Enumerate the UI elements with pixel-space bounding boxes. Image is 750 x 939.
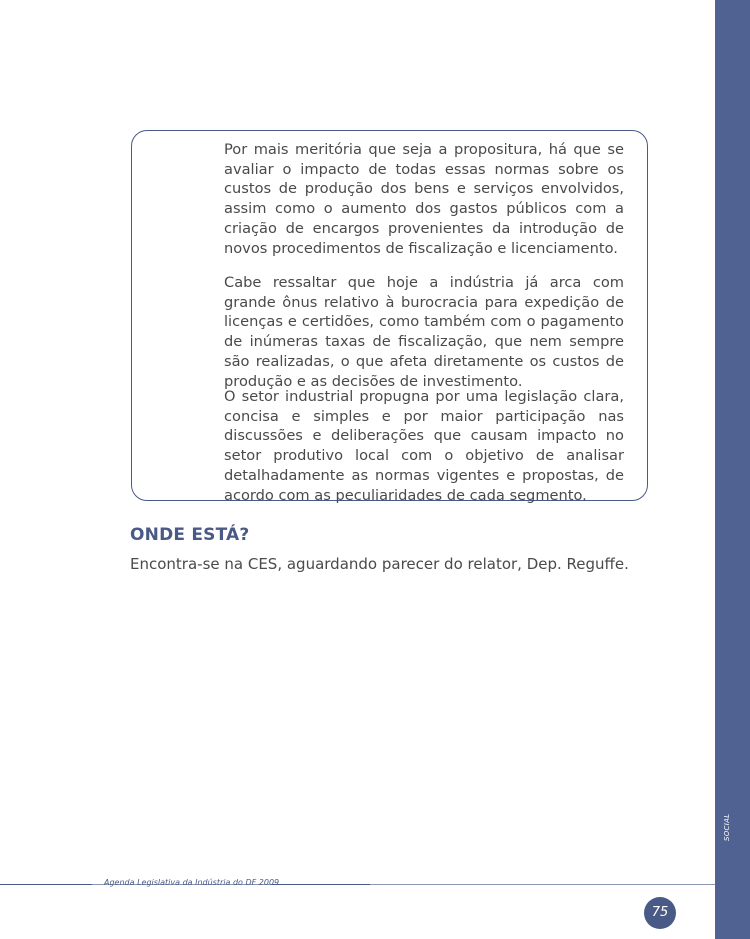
box-paragraph-1: Por mais meritória que seja a propositura, há que se avaliar o impacto de todas essas normas sobre os custos de produção dos bens e serviços envolvidos, assim como o aumento dos gastos públicos com a criação de encargos provenientes da introdução de novos procedimentos de fiscalização e licenciamento.: [224, 141, 624, 257]
footer-publication-title: Agenda Legislativa da Indústria do DF 2009: [104, 878, 280, 887]
box-paragraph-2: Cabe ressaltar que hoje a indústria já arca com grande ônus relativo à burocracia para expedição de licenças e certidões, como também com o pagamento de inúmeras taxas de fiscalização, que nem sempre são realizadas, o que afeta diretamente os custos de produção e as decisões de investimento.: [224, 274, 624, 390]
box-paragraph-3: O setor industrial propugna por uma legislação clara, concisa e simples e por maior participação nas discussões e deliberações que causam impacto no setor produtivo local com o objetivo de analisar detalhadamente as normas vigentes e propostas, de acordo com as peculiaridades de cada segmento.: [224, 388, 624, 504]
sidebar-section-label: SOCIAL: [723, 813, 731, 841]
sidebar-strip: [715, 0, 750, 939]
section-heading: ONDE ESTÁ?: [130, 525, 250, 545]
footer-rule-accent-right: [272, 884, 370, 885]
page-number-badge: 75: [644, 897, 676, 929]
section-body: Encontra-se na CES, aguardando parecer do relator, Dep. Reguffe.: [130, 555, 629, 573]
footer-rule-accent-left: [0, 884, 92, 885]
